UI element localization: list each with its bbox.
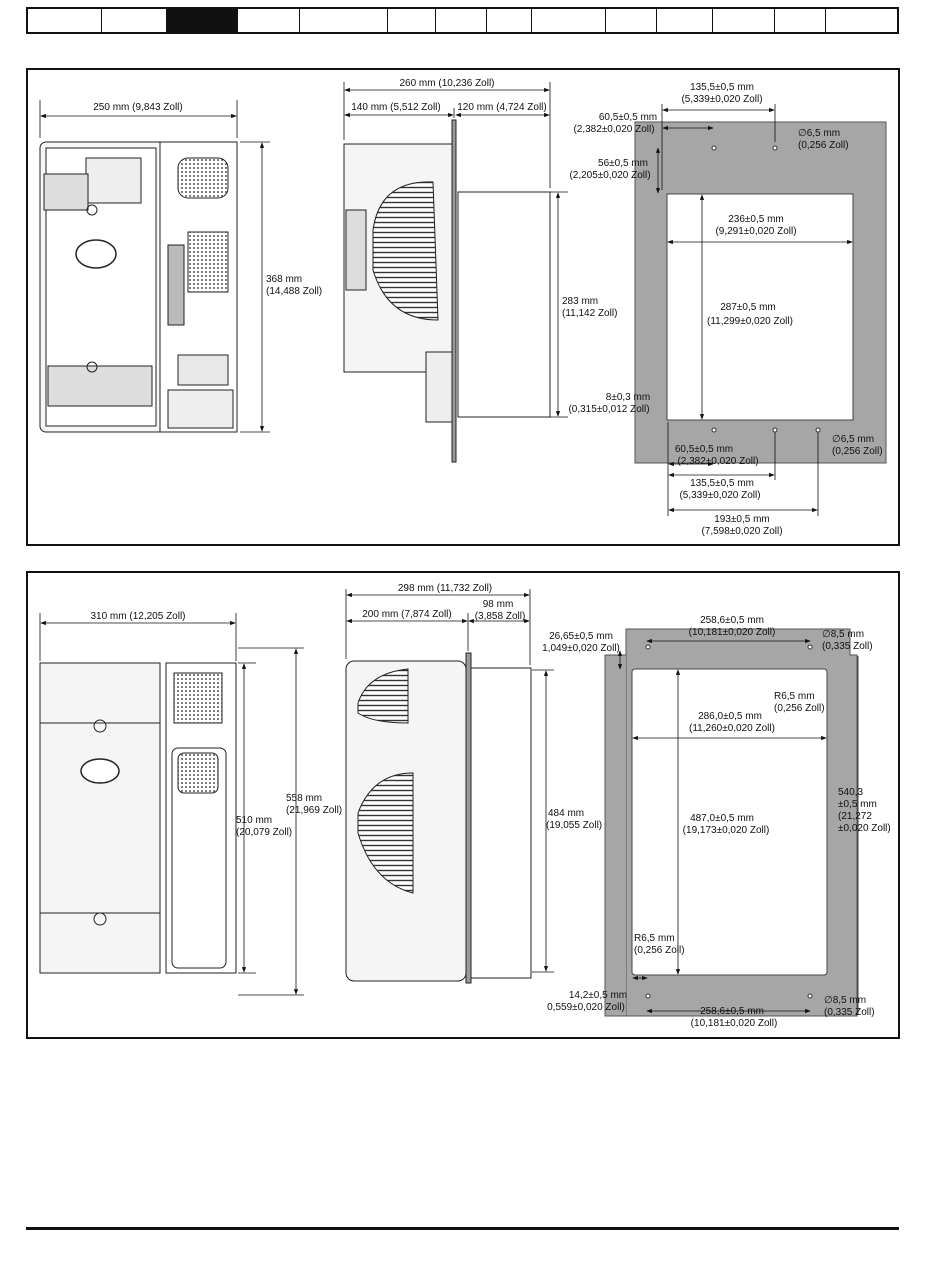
cut-bottom-hole-in: (0,256 Zoll) bbox=[832, 446, 883, 457]
chapter-tab[interactable] bbox=[713, 9, 775, 32]
side-total-label: 260 mm (10,236 Zoll) bbox=[399, 78, 495, 89]
side-rear-mm: 98 mm bbox=[482, 599, 514, 610]
cut-hole-in: (0,256 Zoll) bbox=[798, 140, 849, 151]
drive-front-view-b bbox=[40, 663, 236, 973]
cut2-outer-h-4: ±0,020 Zoll) bbox=[838, 823, 891, 834]
chapter-tab[interactable] bbox=[300, 9, 388, 32]
figure-b-drawing bbox=[28, 573, 902, 1041]
cut-width-in: (9,291±0,020 Zoll) bbox=[715, 226, 797, 237]
cut2-top-width-mm: 258,6±0,5 mm bbox=[700, 615, 764, 626]
cut2-radius-top-mm: R6,5 mm bbox=[774, 691, 815, 702]
cut-top-spacing-mm: 135,5±0,5 mm bbox=[690, 82, 754, 93]
cut2-corner-in: 1,049±0,020 Zoll) bbox=[542, 643, 620, 654]
cut2-outer-h-3: (21,272 bbox=[838, 811, 872, 822]
side-height-mm-b: 484 mm bbox=[548, 808, 585, 819]
chapter-tab[interactable] bbox=[532, 9, 606, 32]
side-total-label-b: 298 mm (11,732 Zoll) bbox=[397, 583, 493, 594]
cut2-hole-bottom-in: (0,335 Zoll) bbox=[824, 1007, 875, 1018]
cut2-top-width-in: (10,181±0,020 Zoll) bbox=[688, 627, 776, 638]
cut2-corner-mm: 26,65±0,5 mm bbox=[549, 631, 613, 642]
cut-height-mm: 287±0,5 mm bbox=[720, 302, 776, 313]
drive-front-view bbox=[40, 142, 237, 432]
side-rear-label: 120 mm (4,724 Zoll) bbox=[457, 102, 547, 113]
cut-bottom-hole-mm: ∅6,5 mm bbox=[832, 434, 875, 445]
drive-side-view bbox=[344, 120, 550, 462]
chapter-tab[interactable] bbox=[775, 9, 826, 32]
front-inner-in: (20,079 Zoll) bbox=[236, 827, 293, 838]
cut2-bottom-offset-mm: 14,2±0,5 mm bbox=[568, 990, 628, 1001]
cut-b-spacing-in: (5,339±0,020 Zoll) bbox=[679, 490, 761, 501]
dimension-figure-size-a bbox=[26, 68, 900, 546]
cut2-bottom-width-mm: 258,6±0,5 mm bbox=[700, 1006, 764, 1017]
cut-b-offset-in: (2,382±0,020 Zoll) bbox=[677, 456, 759, 467]
figure-a-drawing bbox=[28, 70, 902, 548]
cut2-outer-h-1: 540,3 bbox=[838, 787, 864, 798]
front-width-label-b: 310 mm (12,205 Zoll) bbox=[90, 611, 186, 622]
chapter-tab[interactable] bbox=[388, 9, 436, 32]
cut-top-gap-mm: 56±0,5 mm bbox=[598, 158, 648, 169]
front-inner-mm: 510 mm bbox=[236, 815, 273, 826]
cut2-radius-top-in: (0,256 Zoll) bbox=[774, 703, 825, 714]
cut2-width-in: (11,260±0,020 Zoll) bbox=[689, 723, 775, 734]
chapter-tab[interactable] bbox=[28, 9, 102, 32]
front-outer-mm: 558 mm bbox=[286, 793, 323, 804]
cut-b-spacing-mm: 135,5±0,5 mm bbox=[690, 478, 754, 489]
cut2-width-mm: 286,0±0,5 mm bbox=[698, 711, 762, 722]
cut-bottom-gap-mm: 8±0,3 mm bbox=[605, 392, 651, 403]
chapter-tab[interactable] bbox=[238, 9, 300, 32]
cut2-bottom-width-in: (10,181±0,020 Zoll) bbox=[690, 1018, 778, 1029]
cut2-outer-h-2: ±0,5 mm bbox=[838, 799, 877, 810]
front-height-in: (14,488 Zoll) bbox=[266, 286, 323, 297]
cut-bottom-gap-in: (0,315±0,012 Zoll) bbox=[568, 404, 650, 415]
dimension-figure-size-b bbox=[26, 571, 900, 1039]
side-rear-in: (3,858 Zoll) bbox=[474, 611, 526, 622]
chapter-tab[interactable] bbox=[102, 9, 167, 32]
cut2-radius-bottom-mm: R6,5 mm bbox=[634, 933, 675, 944]
cut-b-offset-mm: 60,5±0,5 mm bbox=[674, 444, 734, 455]
cut2-hole-top-in: (0,335 Zoll) bbox=[822, 641, 873, 652]
chapter-tab[interactable] bbox=[606, 9, 657, 32]
cut2-hole-bottom-mm: ∅8,5 mm bbox=[824, 995, 867, 1006]
cut-hole-mm: ∅6,5 mm bbox=[798, 128, 841, 139]
cut2-bottom-offset-in: 0,559±0,020 Zoll) bbox=[547, 1002, 625, 1013]
drive-side-view-b bbox=[346, 653, 531, 983]
cut-left-offset-mm: 60,5±0,5 mm bbox=[598, 112, 658, 123]
chapter-tab[interactable] bbox=[657, 9, 713, 32]
front-height-mm: 368 mm bbox=[266, 274, 303, 285]
footer-rule bbox=[26, 1227, 899, 1230]
chapter-tab[interactable] bbox=[487, 9, 532, 32]
cut-width-mm: 236±0,5 mm bbox=[728, 214, 784, 225]
cut-b-total-in: (7,598±0,020 Zoll) bbox=[701, 526, 783, 537]
side-height-in-b: (19,055 Zoll) bbox=[546, 820, 603, 831]
front-outer-in: (21,969 Zoll) bbox=[286, 805, 343, 816]
chapter-tab-strip bbox=[26, 7, 899, 34]
chapter-tab[interactable] bbox=[436, 9, 487, 32]
chapter-tab[interactable] bbox=[826, 9, 897, 32]
front-width-label: 250 mm (9,843 Zoll) bbox=[93, 102, 183, 113]
cut2-radius-bottom-in: (0,256 Zoll) bbox=[634, 945, 685, 956]
side-front-label-b: 200 mm (7,874 Zoll) bbox=[362, 609, 452, 620]
side-height-in: (11,142 Zoll) bbox=[562, 308, 618, 319]
chapter-tab-active[interactable] bbox=[167, 9, 238, 32]
side-front-label: 140 mm (5,512 Zoll) bbox=[351, 102, 441, 113]
panel-cutout-template bbox=[635, 122, 886, 463]
side-height-mm: 283 mm bbox=[562, 296, 599, 307]
cut2-height-in: (19,173±0,020 Zoll) bbox=[682, 825, 770, 836]
cut-height-in: (11,299±0,020 Zoll) bbox=[707, 316, 793, 327]
cut-top-gap-in: (2,205±0,020 Zoll) bbox=[569, 170, 651, 181]
cut2-hole-top-mm: ∅8,5 mm bbox=[822, 629, 865, 640]
cut-top-spacing-in: (5,339±0,020 Zoll) bbox=[681, 94, 763, 105]
cut-left-offset-in: (2,382±0,020 Zoll) bbox=[573, 124, 655, 135]
cut2-height-mm: 487,0±0,5 mm bbox=[690, 813, 754, 824]
cut-b-total-mm: 193±0,5 mm bbox=[714, 514, 770, 525]
